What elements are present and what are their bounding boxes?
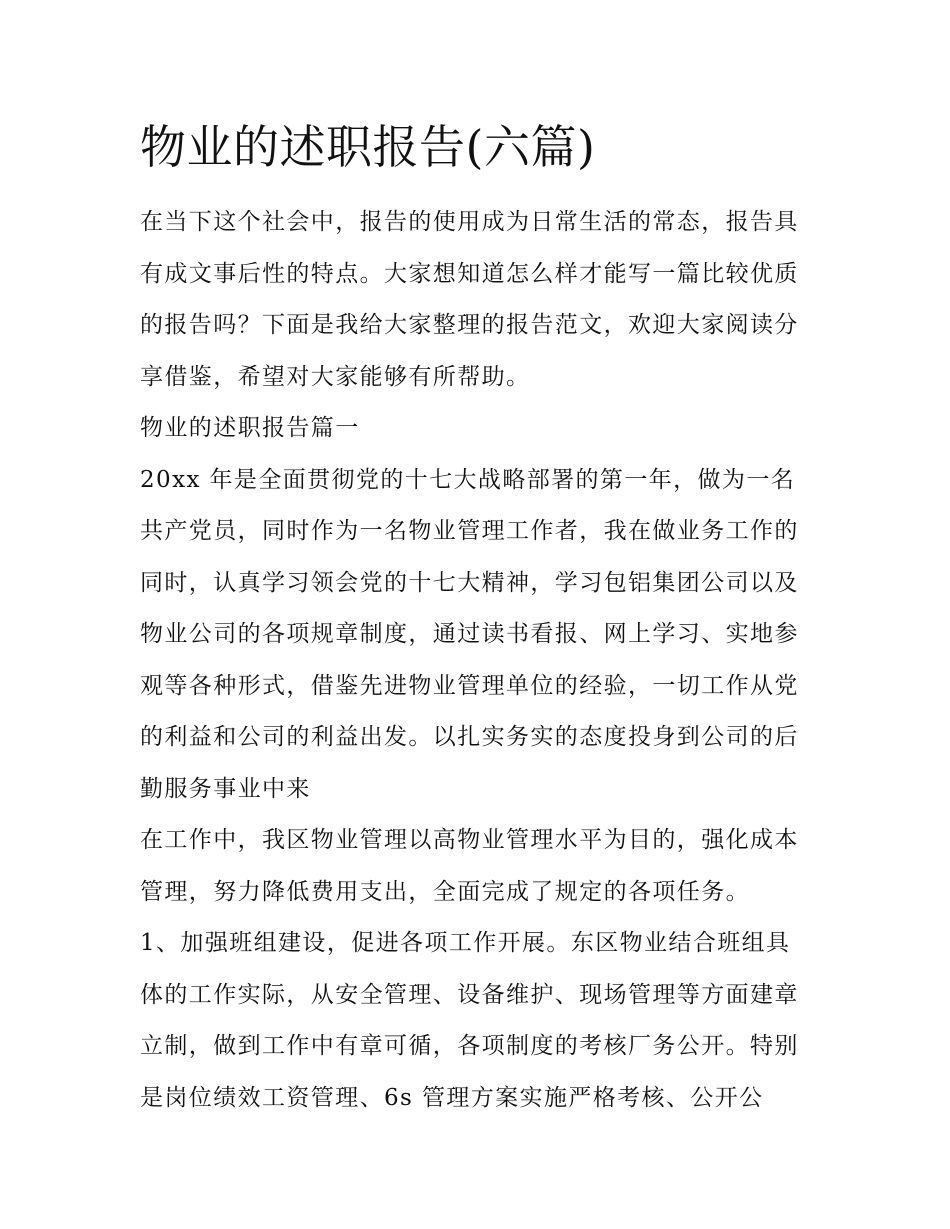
paragraph-1-line-2: 共产党员，同时作为一名物业管理工作者，我在做业务工作的 [140,518,799,544]
document-title: 物业的述职报告(六篇) [140,120,596,174]
paragraph-1-line-3: 同时，认真学习领会党的十七大精神，学习包铝集团公司以及 [140,569,799,596]
paragraph-1-line-6: 的利益和公司的利益出发。以扎实务实的态度投身到公司的后 [140,724,799,750]
paragraph-2-line-2: 管理，努力降低费用支出，全面完成了规定的各项任务。 [140,878,750,905]
paragraph-1-line-7: 勤服务事业中来 [140,775,311,802]
intro-line-2: 有成文事后性的特点。大家想知道怎么样才能写一篇比较优质 [140,260,799,287]
intro-line-4: 享借鉴，希望对大家能够有所帮助。 [140,363,531,390]
paragraph-3-line-4: 是岗位绩效工资管理、6s 管理方案实施严格考核、公开公 [140,1084,764,1111]
paragraph-3-line-2: 体的工作实际，从安全管理、设备维护、现场管理等方面建章 [140,981,799,1008]
paragraph-1-line-5: 观等各种形式，借鉴先进物业管理单位的经验，一切工作从党 [140,672,799,699]
intro-line-3: 的报告吗？下面是我给大家整理的报告范文，欢迎大家阅读分 [140,312,799,338]
paragraph-1-line-1: 20xx 年是全面贯彻党的十七大战略部署的第一年，做为一名 [140,466,796,493]
section-heading: 物业的述职报告篇一 [140,415,360,441]
document-body [140,197,830,1124]
intro-line-1: 在当下这个社会中，报告的使用成为日常生活的常态，报告具 [140,209,799,235]
paragraph-1-line-4: 物业公司的各项规章制度，通过读书看报、网上学习、实地参 [140,621,799,647]
paragraph-3-line-3: 立制，做到工作中有章可循，各项制度的考核厂务公开。特别 [140,1033,799,1059]
paragraph-2-line-1: 在工作中，我区物业管理以高物业管理水平为目的，强化成本 [140,827,799,853]
paragraph-3-line-1: 1、加强班组建设，促进各项工作开展。东区物业结合班组具 [140,930,791,956]
